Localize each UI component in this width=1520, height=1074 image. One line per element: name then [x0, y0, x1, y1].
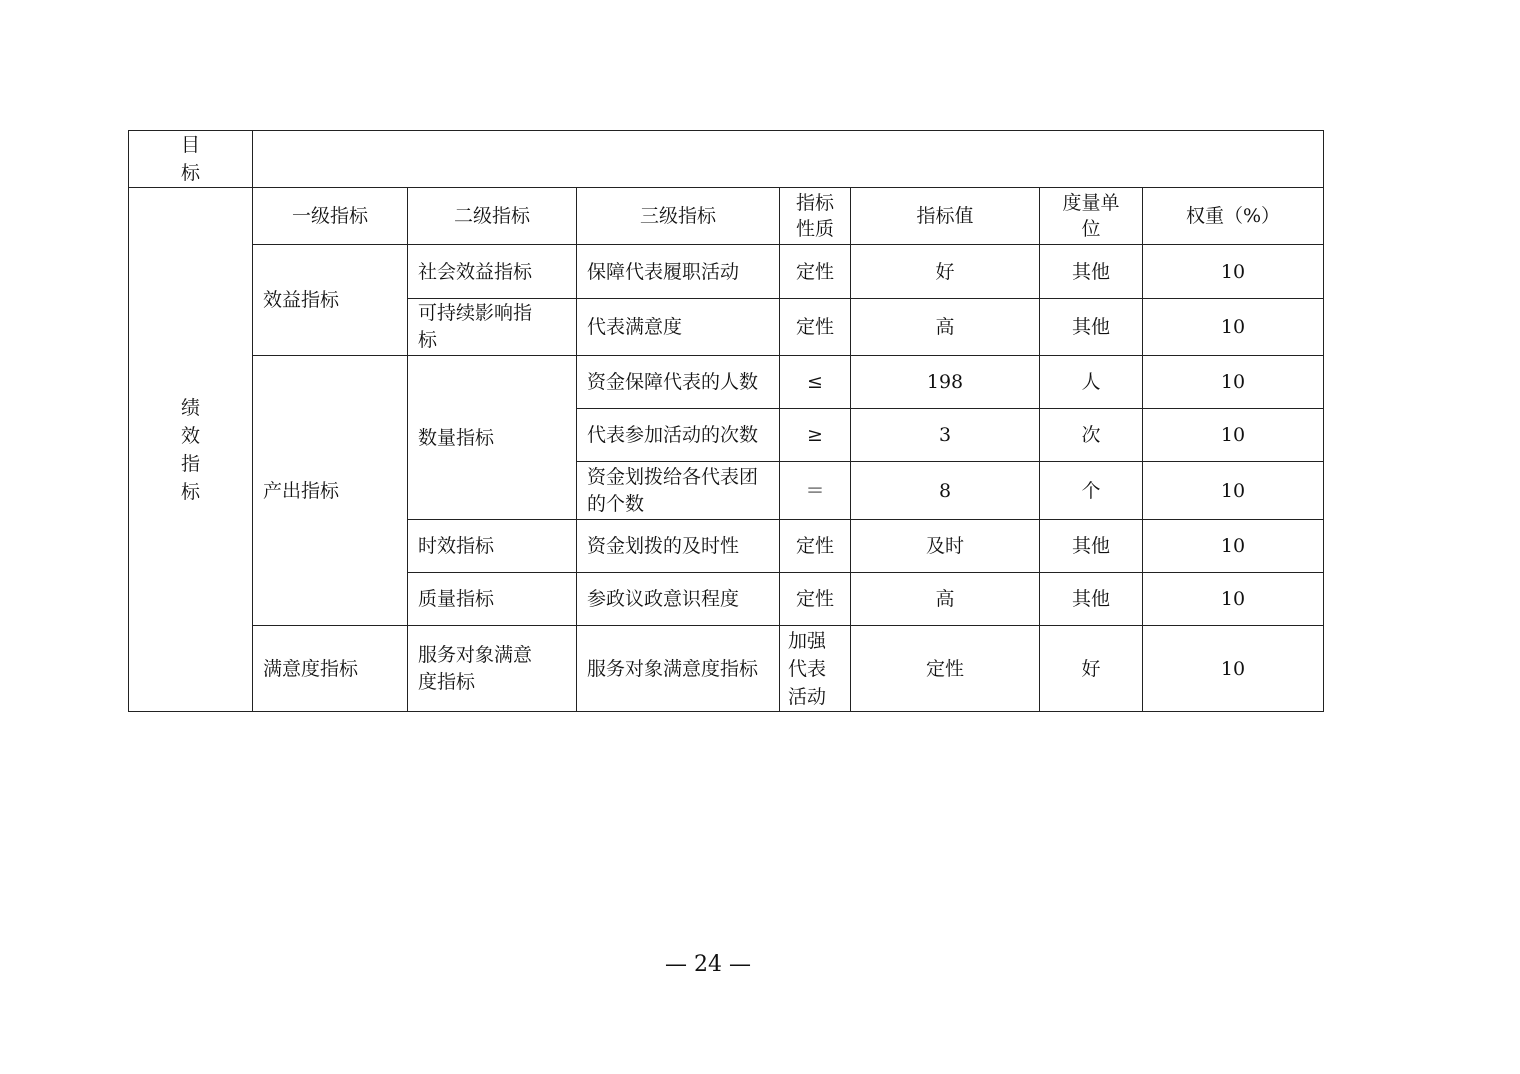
- nature-cell: 定性: [780, 573, 851, 626]
- level2-sustainable: 可持续影响指 标: [408, 299, 577, 356]
- value-cell: 好: [851, 245, 1040, 299]
- weight-cell: 10: [1143, 520, 1324, 573]
- header-level1: 一级指标: [253, 188, 408, 245]
- value-cell: 高: [851, 573, 1040, 626]
- unit-cell: 个: [1040, 462, 1143, 520]
- unit-cell: 其他: [1040, 573, 1143, 626]
- value-cell: 8: [851, 462, 1040, 520]
- level3-cell: 服务对象满意度指标: [577, 626, 780, 712]
- level3-cell: 资金划拨给各代表团的个数: [577, 462, 780, 520]
- table-row: [129, 245, 1324, 299]
- page-number: — 24 —: [665, 952, 751, 977]
- performance-label: 绩 效 指 标: [129, 188, 253, 712]
- unit-cell: 人: [1040, 356, 1143, 409]
- value-cell: 3: [851, 409, 1040, 462]
- group-output: 产出指标: [253, 356, 408, 626]
- nature-cell: ＝: [780, 462, 851, 520]
- weight-cell: 10: [1143, 462, 1324, 520]
- group-benefit: 效益指标: [253, 245, 408, 356]
- nature-cell: 定性: [780, 520, 851, 573]
- header-weight: 权重（%）: [1143, 188, 1324, 245]
- level3-cell: 资金划拨的及时性: [577, 520, 780, 573]
- value-cell: 198: [851, 356, 1040, 409]
- level3-cell: 保障代表履职活动: [577, 245, 780, 299]
- group-satisfaction: 满意度指标: [253, 626, 408, 712]
- level3-cell: 参政议政意识程度: [577, 573, 780, 626]
- level2-quantity: 数量指标: [408, 356, 577, 520]
- nature-cell: ≥: [780, 409, 851, 462]
- header-value: 指标值: [851, 188, 1040, 245]
- value-cell: 及时: [851, 520, 1040, 573]
- value-cell: 高: [851, 299, 1040, 356]
- level2-timeliness: 时效指标: [408, 520, 577, 573]
- header-level2: 二级指标: [408, 188, 577, 245]
- level2-social: 社会效益指标: [408, 245, 577, 299]
- header-row: [129, 188, 1324, 245]
- level3-cell: 代表满意度: [577, 299, 780, 356]
- level2-service: 服务对象满意 度指标: [408, 626, 577, 712]
- header-nature: 指标 性质: [780, 188, 851, 245]
- nature-cell: 加强 代表 活动: [780, 626, 851, 712]
- weight-cell: 10: [1143, 626, 1324, 712]
- header-unit: 度量单 位: [1040, 188, 1143, 245]
- weight-cell: 10: [1143, 409, 1324, 462]
- table-row: [129, 356, 1324, 409]
- unit-cell: 其他: [1040, 520, 1143, 573]
- nature-cell: 定性: [780, 245, 851, 299]
- nature-cell: ≤: [780, 356, 851, 409]
- nature-cell: 定性: [780, 299, 851, 356]
- performance-table: [128, 130, 1324, 712]
- weight-cell: 10: [1143, 299, 1324, 356]
- level3-cell: 代表参加活动的次数: [577, 409, 780, 462]
- unit-cell: 其他: [1040, 299, 1143, 356]
- value-cell: 定性: [851, 626, 1040, 712]
- unit-cell: 其他: [1040, 245, 1143, 299]
- weight-cell: 10: [1143, 245, 1324, 299]
- weight-cell: 10: [1143, 356, 1324, 409]
- level2-quality: 质量指标: [408, 573, 577, 626]
- unit-cell: 好: [1040, 626, 1143, 712]
- level3-cell: 资金保障代表的人数: [577, 356, 780, 409]
- goal-value: [253, 131, 1324, 188]
- unit-cell: 次: [1040, 409, 1143, 462]
- weight-cell: 10: [1143, 573, 1324, 626]
- header-level3: 三级指标: [577, 188, 780, 245]
- goal-label: 目 标: [129, 131, 253, 188]
- goal-row: [129, 131, 1324, 188]
- table-row: [129, 626, 1324, 712]
